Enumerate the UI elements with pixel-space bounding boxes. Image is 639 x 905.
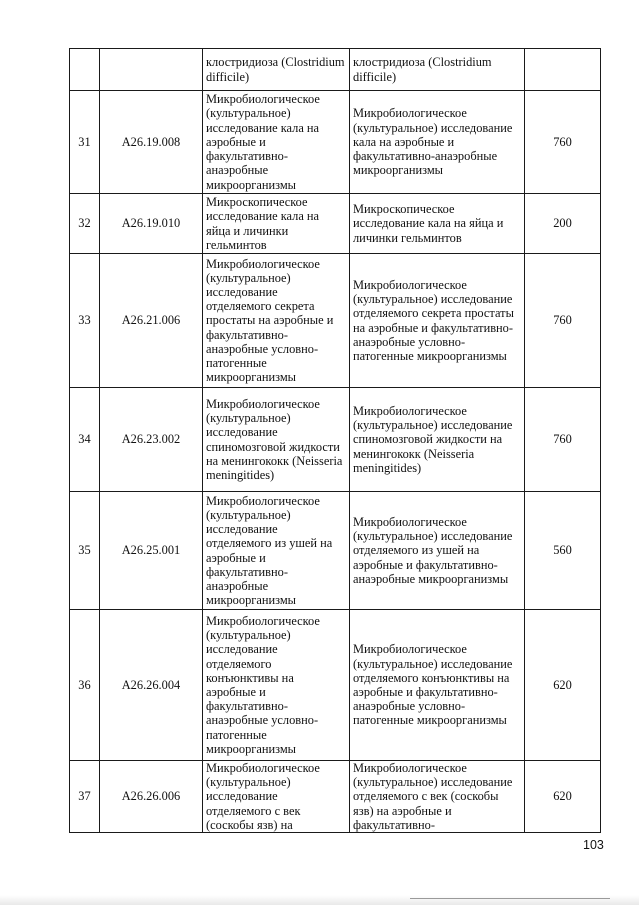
price-cell: 760 xyxy=(525,254,601,388)
service-code-cell: A26.21.006 xyxy=(100,254,203,388)
service-name-cell: Микробиологическое (культуральное) исследование отделяемого секрета простаты на аэробные и факультативно-анаэробные условно-патогенные микроорганизмы xyxy=(203,254,350,388)
service-name-cell: клостридиоза (Clostridium difficile) xyxy=(203,49,350,91)
service-description-cell: Микробиологическое (культуральное) исследование спиномозговой жидкости на менингококк (Neisseria meningitides) xyxy=(350,388,525,492)
price-cell xyxy=(525,49,601,91)
table-row xyxy=(70,194,601,254)
page-number: 103 xyxy=(583,838,604,852)
table-row xyxy=(70,254,601,388)
row-number-cell xyxy=(70,49,100,91)
service-description-cell: клостридиоза (Clostridium difficile) xyxy=(350,49,525,91)
service-description-cell: Микроскопическое исследование кала на яйца и личинки гельминтов xyxy=(350,194,525,254)
service-name-cell: Микробиологическое (культуральное) исследование кала на аэробные и факультативно-анаэробные микроорганизмы xyxy=(203,91,350,194)
service-name-cell: Микробиологическое (культуральное) исследование отделяемого с век (соскобы язв) на xyxy=(203,761,350,833)
row-number-cell: 32 xyxy=(70,194,100,254)
service-name-cell: Микробиологическое (культуральное) исследование отделяемого из ушей на аэробные и факультативно-анаэробные микроорганизмы xyxy=(203,492,350,610)
service-code-cell: A26.25.001 xyxy=(100,492,203,610)
price-cell: 620 xyxy=(525,761,601,833)
service-description-cell: Микробиологическое (культуральное) исследование отделяемого конъюнктивы на аэробные и факультативно-анаэробные условно-патогенные микроорганизмы xyxy=(350,610,525,761)
table-row xyxy=(70,610,601,761)
table-row xyxy=(70,388,601,492)
scan-edge-line xyxy=(410,898,610,899)
table-row xyxy=(70,492,601,610)
price-cell: 200 xyxy=(525,194,601,254)
service-description-cell: Микробиологическое (культуральное) исследование отделяемого секрета простаты на аэробные и факультативно-анаэробные условно-патогенные микроорганизмы xyxy=(350,254,525,388)
service-code-cell: A26.26.006 xyxy=(100,761,203,833)
price-cell: 620 xyxy=(525,610,601,761)
row-number-cell: 33 xyxy=(70,254,100,388)
price-cell: 760 xyxy=(525,388,601,492)
service-code-cell xyxy=(100,49,203,91)
service-name-cell: Микробиологическое (культуральное) исследование спиномозговой жидкости на менингококк (Neisseria meningitides) xyxy=(203,388,350,492)
row-number-cell: 31 xyxy=(70,91,100,194)
row-number-cell: 37 xyxy=(70,761,100,833)
service-code-cell: A26.23.002 xyxy=(100,388,203,492)
row-number-cell: 35 xyxy=(70,492,100,610)
price-table xyxy=(69,48,601,833)
scan-bottom-edge xyxy=(0,895,639,905)
service-description-cell: Микробиологическое (культуральное) исследование отделяемого с век (соскобы язв) на аэробные и факультативно- xyxy=(350,761,525,833)
service-code-cell: A26.19.008 xyxy=(100,91,203,194)
row-number-cell: 34 xyxy=(70,388,100,492)
table-row xyxy=(70,91,601,194)
service-description-cell: Микробиологическое (культуральное) исследование кала на аэробные и факультативно-анаэробные микроорганизмы xyxy=(350,91,525,194)
row-number-cell: 36 xyxy=(70,610,100,761)
table-row xyxy=(70,761,601,833)
price-cell: 560 xyxy=(525,492,601,610)
service-code-cell: A26.26.004 xyxy=(100,610,203,761)
price-cell: 760 xyxy=(525,91,601,194)
service-code-cell: A26.19.010 xyxy=(100,194,203,254)
service-description-cell: Микробиологическое (культуральное) исследование отделяемого из ушей на аэробные и факультативно-анаэробные микроорганизмы xyxy=(350,492,525,610)
service-name-cell: Микроскопическое исследование кала на яйца и личинки гельминтов xyxy=(203,194,350,254)
service-name-cell: Микробиологическое (культуральное) исследование отделяемого конъюнктивы на аэробные и факультативно-анаэробные условно-патогенные микроорганизмы xyxy=(203,610,350,761)
table-row xyxy=(70,49,601,91)
